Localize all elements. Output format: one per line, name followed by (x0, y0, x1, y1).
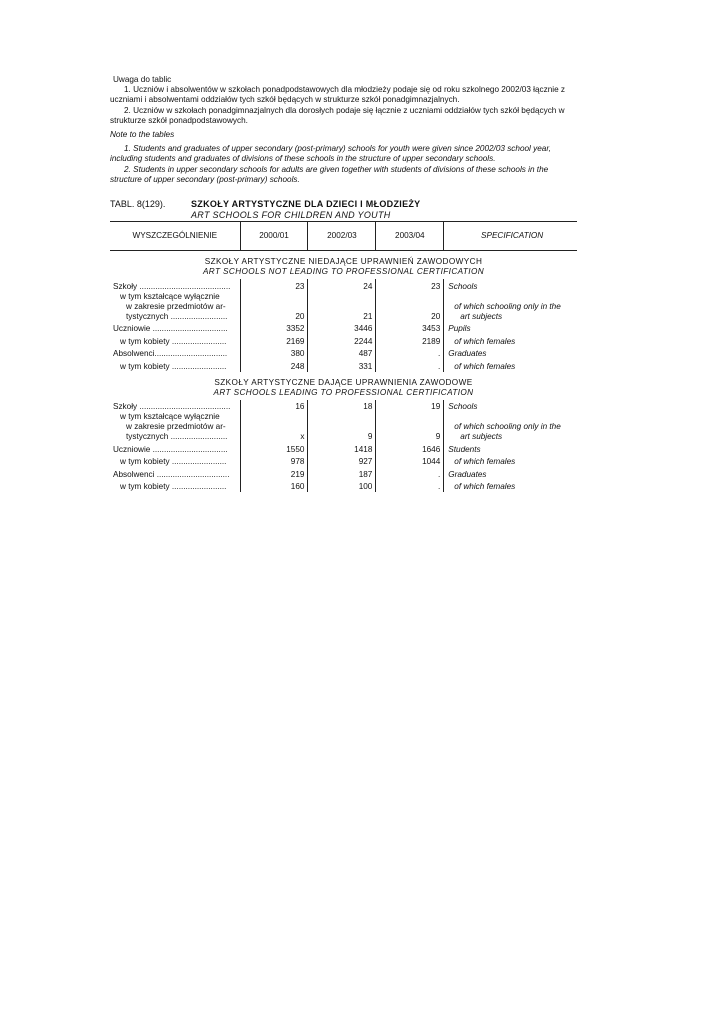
row-label: Absolwenci................................ (110, 347, 240, 360)
row-label: w tym kobiety ........................ (110, 480, 240, 493)
row-label: w tym kobiety ........................ (110, 455, 240, 468)
row-label: Uczniowie ................................. (110, 322, 240, 335)
cell-value: . (376, 467, 444, 480)
row-spec-line: of which schooling only in the (454, 301, 561, 311)
header-year: 2003/04 (376, 222, 444, 251)
cell-value: 9 (376, 412, 444, 442)
row-label-line: tystycznych ......................... (126, 311, 228, 321)
table-row (110, 334, 577, 347)
row-spec-line: of which schooling only in the (454, 422, 561, 431)
row-label: w tym kobiety ........................ (110, 334, 240, 347)
section-title-en: ART SCHOOLS NOT LEADING TO PROFESSIONAL CERTIFICATION (202, 267, 485, 276)
header-specification: SPECIFICATION (444, 222, 577, 251)
table-row (110, 322, 577, 335)
section-title-en: ART SCHOOLS LEADING TO PROFESSIONAL CERTIFICATION (213, 387, 474, 397)
row-spec: Schools (448, 402, 478, 411)
cell-value: 160 (240, 480, 308, 493)
section-title-pl: SZKOŁY ARTYSTYCZNE NIEDAJĄCE UPRAWNIEŃ ZAWODOWYCH (204, 257, 483, 266)
cell-value: 1646 (376, 442, 444, 455)
cell-value: 187 (308, 467, 376, 480)
table-title-en: ART SCHOOLS FOR CHILDREN AND YOUTH (191, 210, 391, 220)
cell-value: 1550 (240, 442, 308, 455)
header-label: WYSZCZEGÓLNIENIE (110, 222, 240, 251)
table-row (110, 467, 577, 480)
cell-value: 331 (308, 359, 376, 372)
cell-value: 9 (308, 412, 376, 442)
header-year: 2002/03 (308, 222, 376, 251)
row-spec-line: art subjects (460, 311, 503, 321)
cell-value: 23 (376, 279, 444, 292)
table-row (110, 292, 577, 322)
table-row (110, 400, 577, 413)
cell-value: 19 (376, 400, 444, 413)
row-label: Szkoły ........................................ (110, 279, 240, 292)
table-row (110, 412, 577, 442)
row-label-line: w tym kształcące wyłącznie (120, 412, 220, 421)
cell-value: 1044 (376, 455, 444, 468)
row-spec: of which females (454, 457, 516, 466)
note-en-2: 2. Students in upper secondary schools for adults are given together with students of divisions of these schools in the structure of upper secondary (post-primary) schools. (110, 164, 549, 184)
row-spec: Students (448, 444, 481, 454)
row-spec (444, 292, 577, 322)
cell-value: x (240, 412, 308, 442)
row-label: Uczniowie ................................. (110, 442, 240, 455)
table-row (110, 442, 577, 455)
cell-value: 380 (240, 347, 308, 360)
row-label-line: w zakresie przedmiotów ar- (126, 422, 226, 431)
row-label-line: w tym kształcące wyłącznie (120, 291, 220, 301)
cell-value: 20 (240, 292, 308, 322)
row-spec: of which females (454, 482, 516, 491)
cell-value: 248 (240, 359, 308, 372)
row-spec (444, 412, 577, 442)
notes-block (110, 75, 578, 185)
cell-value: 2244 (308, 334, 376, 347)
table-row (110, 279, 577, 292)
row-spec: Schools (448, 281, 478, 291)
cell-value: 978 (240, 455, 308, 468)
row-spec: Pupils (448, 324, 471, 333)
cell-value: . (376, 480, 444, 493)
section-heading (110, 251, 577, 280)
note-pl-1: 1. Uczniów i absolwentów w szkołach ponadpodstawowych dla młodzieży podaje się od roku szkolnego 2002/03 łącznie z uczniami i absolwentami oddziałów tych szkół będących w strukturze szkół ponadgimnazjalnych. (110, 85, 566, 105)
table-row (110, 347, 577, 360)
notes-title-pl: Uwaga do tablic (113, 75, 172, 84)
cell-value: 3352 (240, 322, 308, 335)
table-header-row (110, 222, 577, 251)
row-label: Absolwenci ................................ (110, 467, 240, 480)
header-year: 2000/01 (240, 222, 308, 251)
cell-value: 100 (308, 480, 376, 493)
section-title-pl: SZKOŁY ARTYSTYCZNE DAJĄCE UPRAWNIENIA ZAWODOWE (214, 377, 473, 387)
cell-value: 3453 (376, 322, 444, 335)
row-spec: of which females (454, 361, 516, 371)
note-en-1: 1. Students and graduates of upper secondary (post-primary) schools for youth were given since 2002/03 school year, including students and graduates of divisions of these schools in the structure of upper secondary schools. (110, 144, 551, 164)
row-label-line: tystycznych ......................... (126, 432, 228, 441)
row-label: w tym kobiety ........................ (110, 359, 240, 372)
cell-value: 2169 (240, 334, 308, 347)
table-row (110, 480, 577, 493)
section-heading (110, 372, 577, 400)
row-label (110, 412, 240, 442)
row-label: Szkoły ........................................ (110, 400, 240, 413)
row-label (110, 292, 240, 322)
cell-value: 21 (308, 292, 376, 322)
cell-value: . (376, 347, 444, 360)
row-spec: of which females (454, 336, 516, 346)
cell-value: 16 (240, 400, 308, 413)
cell-value: 487 (308, 347, 376, 360)
cell-value: 24 (308, 279, 376, 292)
row-label-line: w zakresie przedmiotów ar- (126, 301, 226, 311)
notes-title-en: Note to the tables (110, 130, 175, 140)
row-spec-line: art subjects (460, 432, 503, 441)
row-spec: Graduates (448, 349, 487, 358)
table-number: TABL. 8(129). (110, 199, 166, 209)
table-row (110, 455, 577, 468)
row-spec: Graduates (448, 469, 487, 479)
cell-value: 20 (376, 292, 444, 322)
cell-value: 23 (240, 279, 308, 292)
cell-value: 18 (308, 400, 376, 413)
cell-value: 1418 (308, 442, 376, 455)
cell-value: . (376, 359, 444, 372)
cell-value: 219 (240, 467, 308, 480)
table-row (110, 359, 577, 372)
cell-value: 2189 (376, 334, 444, 347)
note-pl-2: 2. Uczniów w szkołach ponadgimnazjalnych dla dorosłych podaje się łącznie z uczniami oddziałów tych szkół będących w strukturze szkół ponadpodstawowych. (110, 105, 565, 125)
cell-value: 927 (308, 455, 376, 468)
data-table (110, 221, 577, 492)
table-title-pl: SZKOŁY ARTYSTYCZNE DLA DZIECI I MŁODZIEŻY (191, 199, 421, 209)
cell-value: 3446 (308, 322, 376, 335)
